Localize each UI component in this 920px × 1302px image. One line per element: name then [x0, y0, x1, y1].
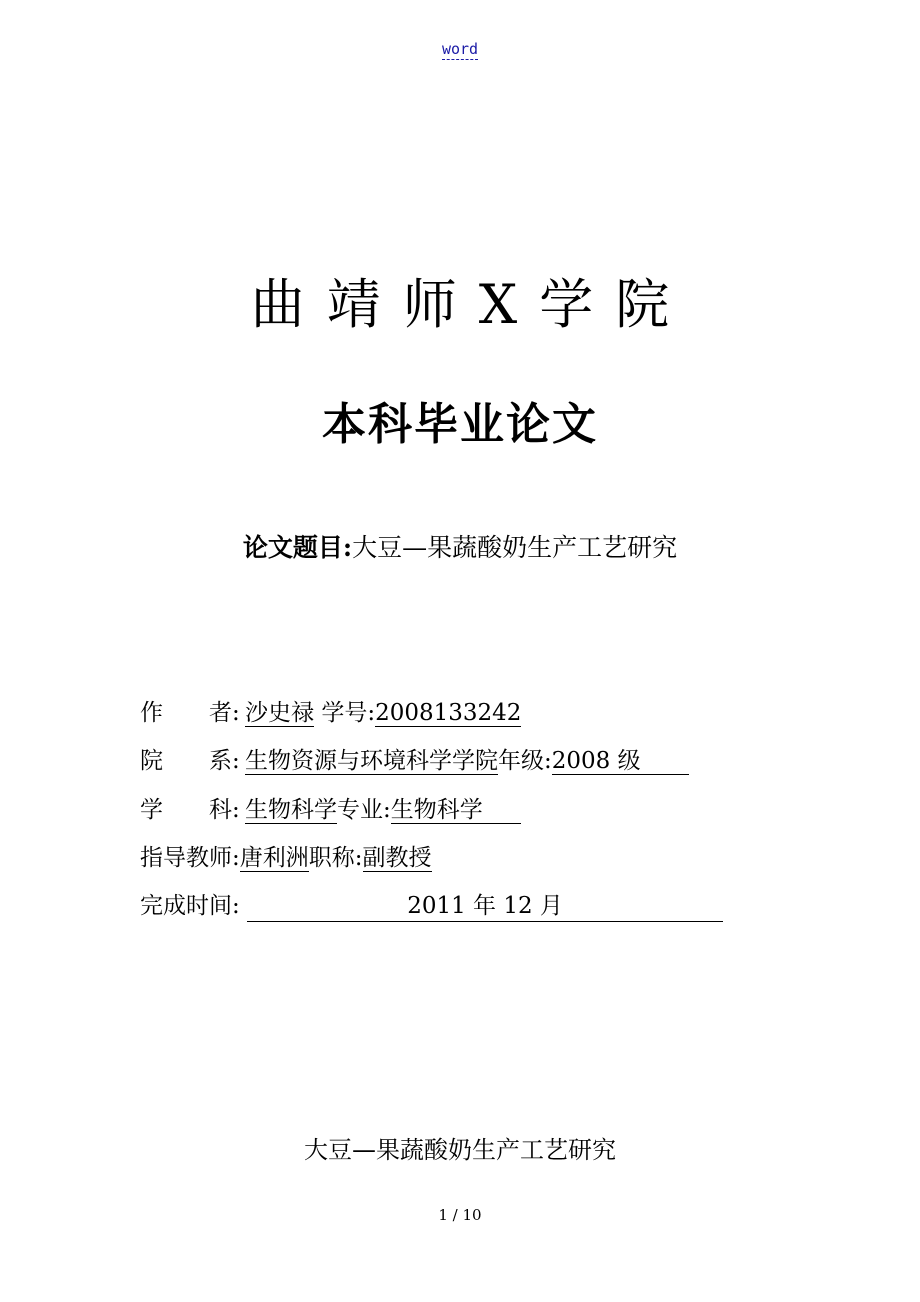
header-word-link[interactable] — [0, 40, 920, 58]
major-value: 生物科学 — [391, 797, 521, 824]
major-label: 专业: — [337, 797, 391, 823]
completion-date-row — [140, 891, 723, 922]
header-word-link-text[interactable]: word — [441, 40, 479, 58]
thesis-title-value: 大豆—果蔬酸奶生产工艺研究 — [352, 533, 678, 562]
author-row — [140, 698, 521, 728]
department-row — [140, 746, 689, 776]
school-name: 曲靖师X学院 — [250, 273, 692, 336]
thesis-title-label: 论文题目: — [242, 533, 353, 562]
page-number: 1 / 10 — [438, 1206, 482, 1224]
author-label: 作 者: — [140, 700, 240, 726]
grade-label: 年级: — [498, 748, 552, 774]
completion-date-label: 完成时间: — [140, 893, 240, 919]
rank-label: 职称: — [308, 845, 363, 871]
discipline-row — [140, 795, 521, 825]
rank-value: 副教授 — [362, 845, 432, 871]
department-value: 生物资源与环境科学学院 — [245, 748, 498, 774]
discipline-value: 生物科学 — [245, 797, 337, 823]
thesis-title-row — [0, 528, 920, 564]
student-id-label: 学号: — [321, 700, 376, 726]
grade-value: 2008 级 — [552, 748, 689, 775]
author-value: 沙史禄 — [245, 700, 314, 726]
footer-subtitle: 大豆—果蔬酸奶生产工艺研究 — [304, 1136, 616, 1164]
advisor-label: 指导教师: — [140, 845, 240, 871]
department-label: 院 系: — [140, 748, 240, 774]
advisor-row — [140, 843, 432, 873]
completion-date-value: 2011 年 12 月 — [247, 891, 723, 922]
thesis-type-heading: 本科毕业论文 — [322, 399, 598, 450]
discipline-label: 学 科: — [140, 797, 240, 823]
student-id-value: 2008133242 — [375, 700, 522, 726]
advisor-value: 唐利洲 — [239, 845, 309, 871]
